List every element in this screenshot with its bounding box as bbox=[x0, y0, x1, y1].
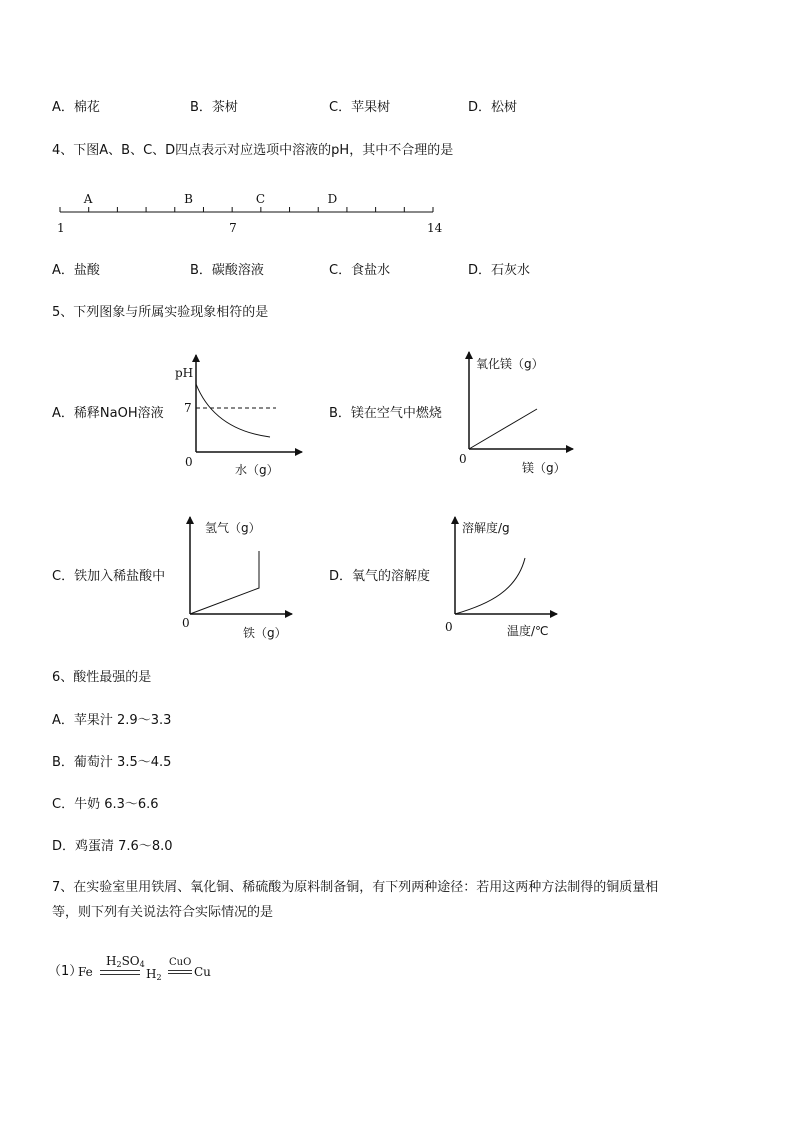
q7-path1-reagent-h2so4: $H_2SO_4$ bbox=[106, 954, 145, 969]
q6-option-c: C．牛奶 6.3～6.6 bbox=[52, 797, 159, 812]
q7-stem-line2: 等，则下列有关说法符合实际情况的是 bbox=[52, 905, 274, 920]
q7-path1-arrow1 bbox=[100, 970, 140, 975]
graph-c-origin: 0 bbox=[182, 616, 190, 630]
graph-b-line bbox=[469, 409, 537, 449]
graph-c-xlabel: 铁（g） bbox=[243, 626, 287, 640]
graph-a-mark-7: 7 bbox=[184, 401, 192, 415]
graph-a bbox=[175, 355, 302, 477]
q5-option-b: B．镁在空气中燃烧 bbox=[329, 406, 442, 421]
q7-path1-h2: $H_2$ bbox=[146, 967, 162, 982]
q7-path1-fe: Fe bbox=[78, 965, 93, 979]
graph-d-ylabel: 溶解度/g bbox=[462, 521, 510, 535]
ph-point-b: B bbox=[184, 192, 193, 206]
q7-path1 bbox=[48, 950, 248, 986]
q4-option-d: D．石灰水 bbox=[468, 263, 531, 278]
graph-b bbox=[459, 352, 573, 475]
q3-option-b: B．茶树 bbox=[190, 100, 238, 115]
ph-point-d: D bbox=[327, 192, 338, 206]
q4-option-b: B．碳酸溶液 bbox=[190, 263, 264, 278]
ph-point-c: C bbox=[255, 192, 266, 206]
q7-path1-reagent-cuo: CuO bbox=[169, 957, 192, 968]
graph-c-ylabel: 氢气（g） bbox=[205, 521, 261, 535]
graph-d bbox=[445, 517, 557, 638]
graph-b-origin: 0 bbox=[459, 452, 467, 466]
q3-option-c: C．苹果树 bbox=[329, 100, 391, 115]
ph-tick-label-7: 7 bbox=[229, 221, 237, 235]
q3-option-a: A．棉花 bbox=[52, 100, 100, 115]
q5-option-c: C．铁加入稀盐酸中 bbox=[52, 569, 166, 584]
graph-b-xlabel: 镁（g） bbox=[522, 461, 566, 475]
graph-c-line bbox=[190, 551, 259, 614]
ph-tick-label-14: 14 bbox=[427, 221, 443, 235]
q6-option-d: D．鸡蛋清 7.6～8.0 bbox=[52, 839, 173, 854]
graph-d-origin: 0 bbox=[445, 620, 453, 634]
q3-option-d: D．松树 bbox=[468, 100, 518, 115]
q7-path1-arrow2 bbox=[168, 970, 192, 974]
q7-path1-cu: Cu bbox=[194, 965, 211, 979]
q6-option-a: A．苹果汁 2.9～3.3 bbox=[52, 713, 172, 728]
q4-option-a: A．盐酸 bbox=[52, 263, 100, 278]
graph-a-xlabel: 水（g） bbox=[235, 463, 279, 477]
q4-stem: 4、下图A、B、C、D四点表示对应选项中溶液的pH，其中不合理的是 bbox=[52, 143, 454, 158]
graph-a-origin: 0 bbox=[185, 455, 193, 469]
graph-d-xlabel: 温度/℃ bbox=[507, 624, 549, 638]
q7-path1-prefix: （1） bbox=[48, 964, 83, 979]
q6-option-b: B．葡萄汁 3.5～4.5 bbox=[52, 755, 172, 770]
graph-c bbox=[182, 517, 292, 640]
q7-stem-line1: 7、在实验室里用铁屑、氧化铜、稀硫酸为原料制备铜，有下列两种途径：若用这两种方法制得的铜质量相 bbox=[52, 880, 659, 895]
graph-b-ylabel: 氧化镁（g） bbox=[476, 357, 544, 371]
graph-a-ylabel: pH bbox=[175, 366, 194, 380]
q4-option-c: C．食盐水 bbox=[329, 263, 391, 278]
q5-option-a: A．稀释NaOH溶液 bbox=[52, 406, 164, 421]
graph-a-curve bbox=[196, 384, 270, 437]
ph-tick-label-1: 1 bbox=[57, 221, 65, 235]
graph-d-curve bbox=[455, 558, 525, 614]
q5-stem: 5、下列图象与所属实验现象相符的是 bbox=[52, 305, 269, 320]
ph-point-a: A bbox=[83, 192, 93, 206]
q6-stem: 6、酸性最强的是 bbox=[52, 670, 152, 685]
q5-option-d: D．氧气的溶解度 bbox=[329, 569, 431, 584]
